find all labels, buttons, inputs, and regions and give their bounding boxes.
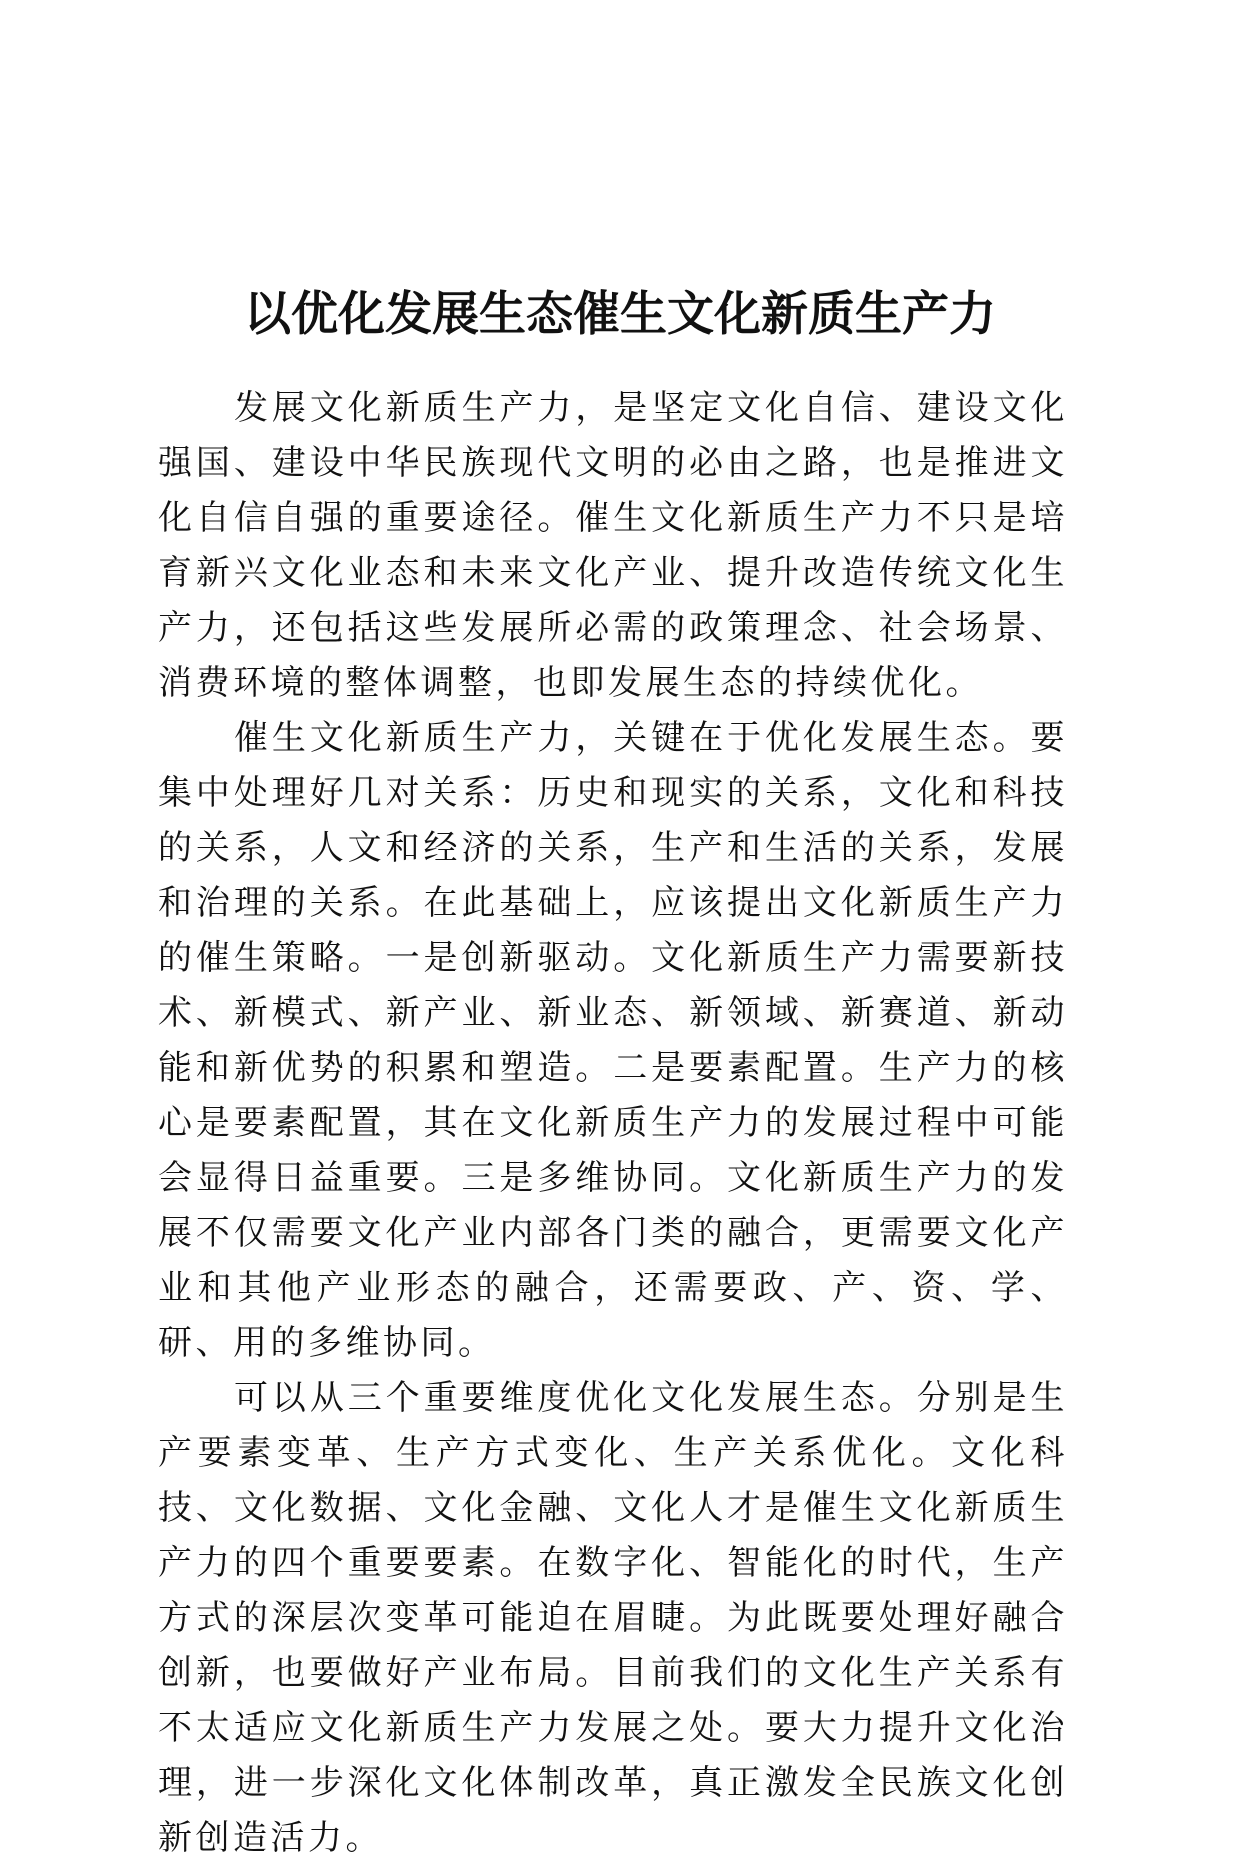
paragraph-3: 可以从三个重要维度优化文化发展生态。分别是生产要素变革、生产方式变化、生产关系优化。文化科技、文化数据、文化金融、文化人才是催生文化新质生产力的四个重要要素。在数字化、智能化的时代，生产方式的深层次变革可能迫在眉睫。为此既要处理好融合创新，也要做好产业布局。目前我们的文化生产关系有不太适应文化新质生产力发展之处。要大力提升文化治理，进一步深化文化体制改革，真正激发全民族文化创新创造活力。 <box>158 1378 1068 1858</box>
paragraph-2: 催生文化新质生产力，关键在于优化发展生态。要集中处理好几对关系：历史和现实的关系，文化和科技的关系，人文和经济的关系，生产和生活的关系，发展和治理的关系。在此基础上，应该提出文化新质生产力的催生策略。一是创新驱动。文化新质生产力需要新技术、新模式、新产业、新业态、新领域、新赛道、新动能和新优势的积累和塑造。二是要素配置。生产力的核心是要素配置，其在文化新质生产力的发展过程中可能会显得日益重要。三是多维协同。文化新质生产力的发展不仅需要文化产业内部各门类的融合，更需要文化产业和其他产业形态的融合，还需要政、产、资、学、研、用的多维协同。 <box>158 718 1068 1363</box>
page-title: 以优化发展生态催生文化新质生产力 <box>244 287 996 343</box>
paragraph-1: 发展文化新质生产力，是坚定文化自信、建设文化强国、建设中华民族现代文明的必由之路，也是推进文化自信自强的重要途径。催生文化新质生产力不只是培育新兴文化业态和未来文化产业、提升改造传统文化生产力，还包括这些发展所必需的政策理念、社会场景、消费环境的整体调整，也即发展生态的持续优化。 <box>158 388 1068 703</box>
article-body <box>158 381 1068 1866</box>
